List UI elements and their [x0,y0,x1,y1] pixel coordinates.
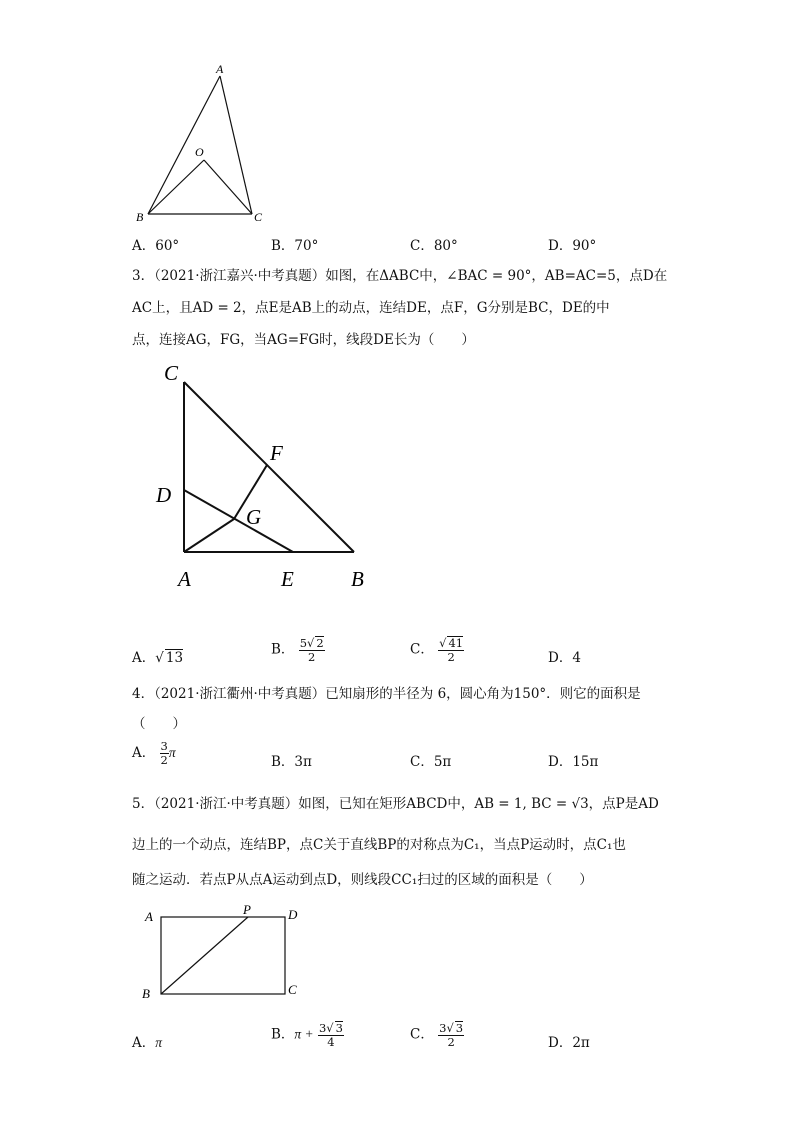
q2-option-c: C．80° [410,238,458,254]
q4-stem-line1: 4．（2021·浙江衢州·中考真题）已知扇形的半径为 6，圆心角为150°．则它的面积是 [132,686,641,702]
q3-label-c: C [164,361,179,385]
q5-stem-line1: 5．（2021·浙江·中考真题）如图，已知在矩形ABCD中，AB = 1, BC = √3，点P是AD [132,796,659,812]
q3-option-b: B． $\frac{5√ 2}{2}$ [271,636,324,665]
q3-option-a: A．√ 13 [132,650,184,666]
q5-option-d: D．2π [548,1035,590,1051]
q3-stem-line1: 3．（2021·浙江嘉兴·中考真题）如图，在ΔABC中，∠BAC = 90°，AB=AC=5，点D在 [132,268,668,284]
q3-option-c: C． $\frac{√ 41}{2}$ [410,636,464,665]
q5-label-b: B [142,986,150,1001]
q4-option-b: B．3π [271,754,312,770]
q4-option-a: A． $\frac{3}{2}$ π [132,739,176,768]
q5-stem-line2: 边上的一个动点，连结BP，点C关于直线BP的对称点为C₁，当点P运动时，点C₁也 [132,837,626,853]
q2-triangle-figure [130,58,270,228]
q3-option-d: D．4 [548,650,581,666]
q5-label-a: A [145,909,153,924]
q5-option-a: A．π [132,1035,163,1051]
q5-label-c: C [288,982,297,997]
q3-label-f: F [270,441,283,465]
q5-stem-line3: 随之运动．若点P从点A运动到点D，则线段CC₁扫过的区域的面积是（ ） [132,872,593,888]
q3-label-d: D [156,483,172,507]
q5-option-b: B．π + $\frac{3√ 3}{4}$ [271,1021,343,1050]
q3-label-g: G [246,505,262,529]
q2-option-a: A．60° [132,238,180,254]
q2-label-a: A [216,62,224,76]
q3-label-a: A [178,567,191,591]
q4-option-c: C．5π [410,754,452,770]
q2-label-c: C [254,210,263,224]
q5-label-p: P [243,902,251,917]
q2-label-o: O [195,145,204,159]
q2-option-b: B．70° [271,238,319,254]
q3-stem-line2: AC上，且AD = 2，点E是AB上的动点，连结DE，点F，G分别是BC，DE的中 [132,300,610,316]
q3-stem-line3: 点，连接AG，FG，当AG=FG时，线段DE长为（ ） [132,332,475,348]
q3-label-e: E [281,567,294,591]
q3-label-b: B [351,567,364,591]
q4-stem-line2: （ ） [132,716,186,732]
q4-option-d: D．15π [548,754,599,770]
q5-option-c: C． $\frac{3√ 3}{2}$ [410,1021,464,1050]
q3-triangle-figure [150,358,380,598]
q5-rectangle-figure [136,900,316,1008]
q2-label-b: B [136,210,144,224]
q2-option-d: D．90° [548,238,597,254]
q5-label-d: D [288,907,298,922]
